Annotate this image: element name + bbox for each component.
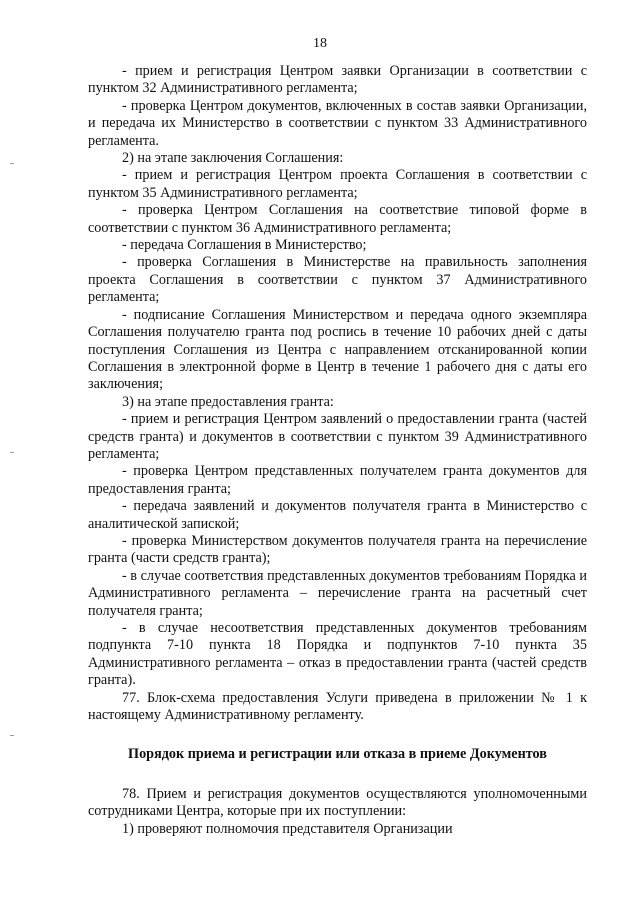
- paragraph: - проверка Центром Соглашения на соответствие типовой форме в соответствии с пунктом 36 Административного регламента;: [88, 202, 587, 236]
- paragraph: 2) на этапе заключения Соглашения:: [122, 150, 344, 167]
- body-text: [88, 63, 587, 838]
- paragraph: - передача заявлений и документов получателя гранта в Министерство с аналитической запиской;: [88, 498, 587, 532]
- paragraph: 78. Прием и регистрация документов осуществляются уполномоченными сотрудниками Центра, которые при их поступлении:: [88, 785, 587, 820]
- paragraph: 3) на этапе предоставления гранта:: [122, 393, 334, 410]
- paragraph: - в случае соответствия представленных документов требованиям Порядка и Административного регламента – перечисление гранта на расчетный счет получателя гранта;: [88, 567, 587, 619]
- paragraph: - проверка Министерством документов получателя гранта на перечисление гранта (части средств гранта);: [88, 532, 587, 567]
- paragraph: - передача Соглашения в Министерство;: [122, 237, 367, 254]
- paragraph: - прием и регистрация Центром проекта Соглашения в соответствии с пунктом 35 Административного регламента;: [88, 167, 587, 201]
- paragraph: - прием и регистрация Центром заявки Организации в соответствии с пунктом 32 Административного регламента;: [88, 63, 587, 97]
- paragraph: - проверка Центром представленных получателем гранта документов для предоставления гранта;: [88, 463, 587, 497]
- section-heading: Порядок приема и регистрации или отказа в приеме Документов: [128, 746, 547, 763]
- paragraph: 77. Блок-схема предоставления Услуги приведена в приложении № 1 к настоящему Административному регламенту.: [88, 689, 587, 724]
- paragraph: - в случае несоответствия представленных документов требованиям подпункта 7-10 пункта 18 Порядка и подпунктов 7-10 пункта 35 Административного регламента – отказ в предоставлении гранта (частей средств гранта).: [88, 620, 587, 689]
- paragraph: - подписание Соглашения Министерством и передача одного экземпляра Соглашения получателю гранта под роспись в течение 10 рабочих дней с даты поступления Соглашения из Центра с направлением отсканированной копии Соглашения в электронной форме в Центр в течение 1 рабочего дня с даты его заключения;: [88, 306, 587, 393]
- margin-mark: [10, 163, 14, 164]
- paragraph: 1) проверяют полномочия представителя Организации: [122, 820, 453, 837]
- paragraph: - проверка Соглашения в Министерстве на правильность заполнения проекта Соглашения в соответствии с пунктом 37 Административного регламента;: [88, 254, 587, 306]
- paragraph: - прием и регистрация Центром заявлений о предоставлении гранта (частей средств гранта) и документов в соответствии с пунктом 39 Административного регламента;: [88, 411, 587, 462]
- margin-mark: [10, 735, 14, 736]
- page-number: 18: [313, 36, 327, 51]
- margin-mark: [10, 452, 14, 453]
- paragraph: - проверка Центром документов, включенных в состав заявки Организации, и передача их Министерство в соответствии с пунктом 33 Административного регламента.: [88, 97, 587, 149]
